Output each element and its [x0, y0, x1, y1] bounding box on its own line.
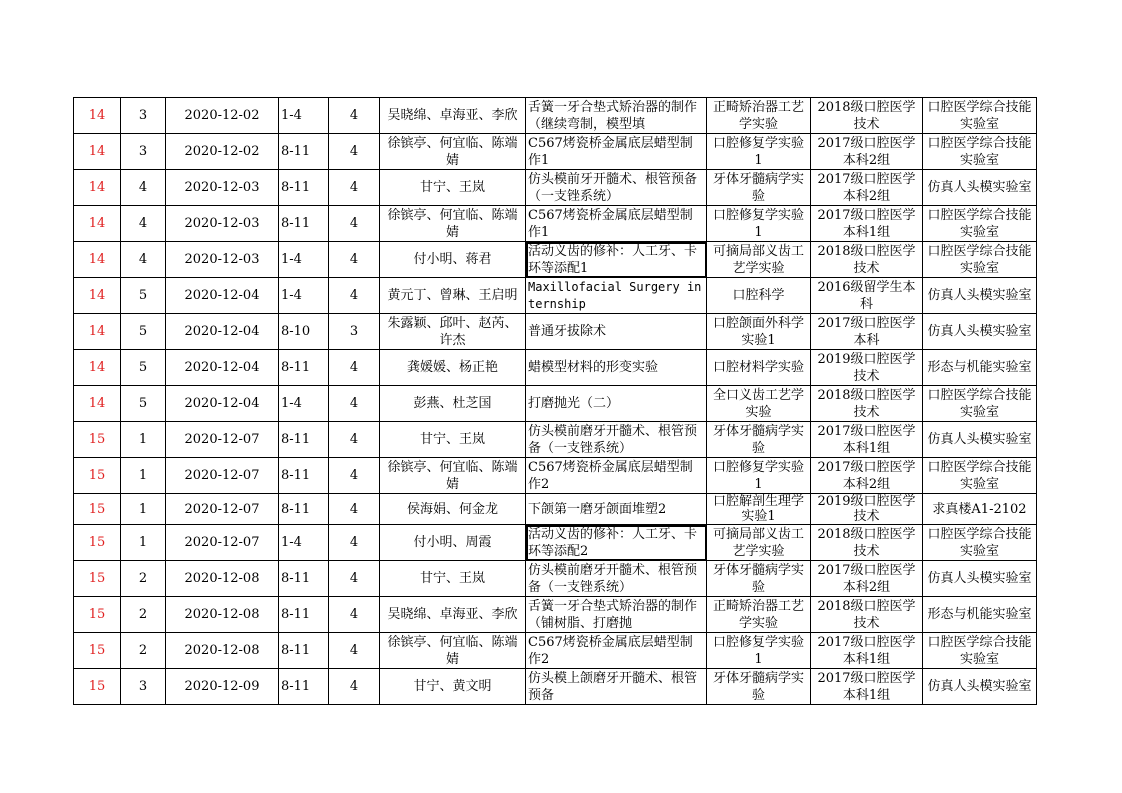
class-cell-text: 2017级口腔医学本科1组 — [817, 423, 916, 456]
teachers-cell — [380, 633, 526, 669]
class-cell — [811, 134, 923, 170]
teachers-cell-text: 黄元丁、曾琳、王启明 — [387, 288, 518, 303]
hours-cell: 4 — [329, 525, 380, 561]
teachers-cell — [380, 350, 526, 386]
content-cell — [526, 98, 707, 134]
teachers-cell — [380, 242, 526, 278]
hours-cell: 4 — [329, 597, 380, 633]
date-cell: 2020-12-03 — [166, 206, 279, 242]
teachers-cell — [380, 422, 526, 458]
course-cell-text: 全口义齿工艺学实验 — [712, 387, 804, 420]
weekday-cell: 5 — [121, 314, 166, 350]
content-cell — [526, 669, 707, 705]
hours-cell: 4 — [329, 386, 380, 422]
teachers-cell-text: 朱露颖、邱叶、赵芮、许杰 — [387, 315, 518, 348]
content-cell-text: C567烤瓷桥金属底层蜡型制作1 — [528, 135, 693, 168]
date-cell: 2020-12-07 — [166, 525, 279, 561]
course-cell — [707, 597, 811, 633]
course-cell — [707, 633, 811, 669]
class-cell-text: 2017级口腔医学本科2组 — [817, 135, 916, 168]
content-cell — [526, 206, 707, 242]
class-cell-text: 2017级口腔医学本科2组 — [817, 562, 916, 595]
teachers-cell-text: 付小明、蒋君 — [413, 252, 492, 267]
content-cell — [526, 633, 707, 669]
class-cell-text: 2019级口腔医学技术 — [817, 351, 916, 384]
course-cell — [707, 386, 811, 422]
room-cell — [923, 597, 1037, 633]
week-cell: 15 — [74, 633, 121, 669]
room-cell-text: 口腔医学综合技能实验室 — [927, 526, 1032, 559]
course-cell — [707, 314, 811, 350]
weekday-cell: 5 — [121, 386, 166, 422]
room-cell-text: 求真楼A1-2102 — [932, 501, 1027, 517]
course-cell-text: 口腔修复学实验1 — [712, 634, 804, 667]
table-row — [74, 597, 1037, 633]
table-row — [74, 170, 1037, 206]
hours-cell: 4 — [329, 494, 380, 525]
period-cell: 8-11 — [279, 633, 329, 669]
content-cell-text: 活动义齿的修补：人工牙、卡环等添配2 — [528, 526, 698, 559]
period-cell: 1-4 — [279, 386, 329, 422]
table-row — [74, 206, 1037, 242]
week-cell: 14 — [74, 170, 121, 206]
table-row — [74, 633, 1037, 669]
room-cell-text: 口腔医学综合技能实验室 — [927, 243, 1032, 276]
course-cell — [707, 494, 811, 525]
class-cell-text: 2016级留学生本科 — [817, 279, 916, 312]
teachers-cell-text: 吴晓绵、卓海亚、李欣 — [387, 108, 518, 123]
content-cell — [526, 134, 707, 170]
course-cell — [707, 525, 811, 561]
hours-cell: 4 — [329, 561, 380, 597]
course-cell-text: 口腔科学 — [732, 288, 785, 303]
course-cell-text: 正畸矫治器工艺学实验 — [712, 99, 804, 132]
table-row — [74, 314, 1037, 350]
content-cell — [526, 561, 707, 597]
hours-cell: 4 — [329, 134, 380, 170]
room-cell-text: 仿真人头模实验室 — [927, 571, 1032, 586]
weekday-cell: 4 — [121, 206, 166, 242]
class-cell-text: 2017级口腔医学本科 — [817, 315, 916, 348]
week-cell: 14 — [74, 278, 121, 314]
date-cell: 2020-12-08 — [166, 633, 279, 669]
table-row — [74, 525, 1037, 561]
course-cell-text: 牙体牙髓病学实验 — [712, 562, 804, 595]
teachers-cell — [380, 278, 526, 314]
class-cell — [811, 494, 923, 525]
weekday-cell: 1 — [121, 458, 166, 494]
room-cell — [923, 386, 1037, 422]
weekday-cell: 1 — [121, 494, 166, 525]
table-row — [74, 422, 1037, 458]
teachers-cell-text: 甘宁、王岚 — [419, 432, 485, 447]
week-cell: 14 — [74, 386, 121, 422]
hours-cell: 4 — [329, 422, 380, 458]
weekday-cell: 2 — [121, 633, 166, 669]
teachers-cell-text: 彭燕、杜芝国 — [413, 396, 492, 411]
room-cell — [923, 561, 1037, 597]
room-cell — [923, 278, 1037, 314]
course-cell-text: 牙体牙髓病学实验 — [712, 423, 804, 456]
course-cell — [707, 134, 811, 170]
content-cell-text: C567烤瓷桥金属底层蜡型制作2 — [528, 459, 693, 492]
course-cell — [707, 98, 811, 134]
course-cell-text: 口腔材料学实验 — [712, 360, 804, 375]
class-cell — [811, 525, 923, 561]
date-cell: 2020-12-04 — [166, 386, 279, 422]
content-cell — [526, 386, 707, 422]
teachers-cell-text: 甘宁、王岚 — [419, 571, 485, 586]
table-row — [74, 669, 1037, 705]
date-cell: 2020-12-04 — [166, 314, 279, 350]
teachers-cell-text: 龚媛媛、杨正艳 — [406, 360, 498, 375]
content-cell — [526, 350, 707, 386]
course-cell — [707, 350, 811, 386]
period-cell: 8-11 — [279, 561, 329, 597]
teachers-cell — [380, 98, 526, 134]
period-cell: 1-4 — [279, 278, 329, 314]
teachers-cell-text: 徐镔亭、何宜临、陈端婧 — [387, 459, 518, 492]
room-cell-text: 口腔医学综合技能实验室 — [927, 459, 1032, 492]
teachers-cell-text: 付小明、周霞 — [413, 535, 492, 550]
weekday-cell: 1 — [121, 525, 166, 561]
room-cell — [923, 314, 1037, 350]
room-cell-text: 口腔医学综合技能实验室 — [927, 634, 1032, 667]
week-cell: 15 — [74, 458, 121, 494]
class-cell-text: 2017级口腔医学本科1组 — [817, 634, 916, 667]
hours-cell: 4 — [329, 170, 380, 206]
weekday-cell: 3 — [121, 669, 166, 705]
content-cell-text: 仿头模上颌磨牙开髓术、根管预备 — [528, 670, 698, 703]
date-cell: 2020-12-08 — [166, 561, 279, 597]
date-cell: 2020-12-08 — [166, 597, 279, 633]
period-cell: 8-11 — [279, 134, 329, 170]
hours-cell: 4 — [329, 458, 380, 494]
room-cell-text: 口腔医学综合技能实验室 — [927, 387, 1032, 420]
room-cell-text: 口腔医学综合技能实验室 — [927, 135, 1032, 168]
teachers-cell — [380, 458, 526, 494]
content-cell — [526, 170, 707, 206]
class-cell — [811, 386, 923, 422]
course-cell — [707, 206, 811, 242]
class-cell — [811, 669, 923, 705]
date-cell: 2020-12-07 — [166, 494, 279, 525]
room-cell — [923, 98, 1037, 134]
period-cell: 8-11 — [279, 350, 329, 386]
table-row — [74, 98, 1037, 134]
room-cell-text: 仿真人头模实验室 — [927, 180, 1032, 195]
teachers-cell-text: 甘宁、黄文明 — [413, 679, 492, 694]
period-cell: 8-11 — [279, 422, 329, 458]
course-cell — [707, 669, 811, 705]
weekday-cell: 2 — [121, 597, 166, 633]
room-cell-text: 口腔医学综合技能实验室 — [927, 99, 1032, 132]
course-cell-text: 口腔修复学实验1 — [712, 207, 804, 240]
class-cell-text: 2019级口腔医学技术 — [817, 494, 916, 524]
course-cell-text: 口腔颌面外科学实验1 — [712, 315, 804, 348]
course-cell-text: 牙体牙髓病学实验 — [712, 171, 804, 204]
content-cell-text: 活动义齿的修补：人工牙、卡环等添配1 — [528, 243, 698, 276]
date-cell: 2020-12-04 — [166, 350, 279, 386]
room-cell — [923, 633, 1037, 669]
hours-cell: 4 — [329, 206, 380, 242]
room-cell — [923, 669, 1037, 705]
class-cell-text: 2018级口腔医学技术 — [817, 598, 916, 631]
teachers-cell — [380, 597, 526, 633]
content-cell-text: 仿头模前磨牙开髓术、根管预备（一支锉系统） — [528, 423, 698, 456]
teachers-cell — [380, 561, 526, 597]
hours-cell: 4 — [329, 98, 380, 134]
hours-cell: 4 — [329, 278, 380, 314]
teachers-cell-text: 侯海娟、何金龙 — [406, 501, 498, 517]
week-cell: 14 — [74, 314, 121, 350]
weekday-cell: 5 — [121, 350, 166, 386]
content-cell — [526, 494, 707, 525]
room-cell-text: 仿真人头模实验室 — [927, 679, 1032, 694]
class-cell-text: 2017级口腔医学本科2组 — [817, 171, 916, 204]
table-row — [74, 458, 1037, 494]
class-cell-text: 2017级口腔医学本科1组 — [817, 207, 916, 240]
date-cell: 2020-12-07 — [166, 422, 279, 458]
class-cell — [811, 206, 923, 242]
content-cell — [526, 278, 707, 314]
course-cell-text: 可摘局部义齿工艺学实验 — [712, 243, 804, 276]
period-cell: 8-11 — [279, 669, 329, 705]
period-cell: 1-4 — [279, 98, 329, 134]
period-cell: 8-11 — [279, 597, 329, 633]
table-row — [74, 386, 1037, 422]
course-cell — [707, 561, 811, 597]
course-cell — [707, 242, 811, 278]
teachers-cell — [380, 134, 526, 170]
week-cell: 15 — [74, 669, 121, 705]
period-cell: 8-10 — [279, 314, 329, 350]
week-cell: 15 — [74, 597, 121, 633]
content-cell-text: 仿头模前牙开髓术、根管预备（一支锉系统） — [528, 171, 698, 204]
room-cell — [923, 494, 1037, 525]
content-cell-text: C567烤瓷桥金属底层蜡型制作1 — [528, 207, 693, 240]
teachers-cell — [380, 494, 526, 525]
table-row — [74, 350, 1037, 386]
period-cell: 8-11 — [279, 170, 329, 206]
course-cell-text: 口腔解剖生理学实验1 — [712, 494, 804, 524]
room-cell — [923, 525, 1037, 561]
content-cell-text: C567烤瓷桥金属底层蜡型制作2 — [528, 634, 693, 667]
period-cell: 8-11 — [279, 494, 329, 525]
course-cell-text: 口腔修复学实验1 — [712, 459, 804, 492]
content-cell — [526, 525, 707, 561]
weekday-cell: 4 — [121, 170, 166, 206]
hours-cell: 3 — [329, 314, 380, 350]
period-cell: 8-11 — [279, 458, 329, 494]
room-cell — [923, 170, 1037, 206]
content-cell — [526, 314, 707, 350]
table-row — [74, 494, 1037, 525]
class-cell — [811, 597, 923, 633]
weekday-cell: 3 — [121, 98, 166, 134]
content-cell — [526, 422, 707, 458]
date-cell: 2020-12-03 — [166, 242, 279, 278]
weekday-cell: 1 — [121, 422, 166, 458]
weekday-cell: 4 — [121, 242, 166, 278]
content-cell — [526, 242, 707, 278]
weekday-cell: 5 — [121, 278, 166, 314]
class-cell — [811, 98, 923, 134]
hours-cell: 4 — [329, 242, 380, 278]
teachers-cell — [380, 386, 526, 422]
class-cell-text: 2018级口腔医学技术 — [817, 526, 916, 559]
course-cell-text: 牙体牙髓病学实验 — [712, 670, 804, 703]
week-cell: 15 — [74, 561, 121, 597]
week-cell: 14 — [74, 134, 121, 170]
date-cell: 2020-12-07 — [166, 458, 279, 494]
table-row — [74, 561, 1037, 597]
schedule-table — [73, 97, 1037, 705]
table-row — [74, 242, 1037, 278]
weekday-cell: 3 — [121, 134, 166, 170]
class-cell — [811, 242, 923, 278]
room-cell — [923, 422, 1037, 458]
class-cell-text: 2018级口腔医学技术 — [817, 99, 916, 132]
week-cell: 15 — [74, 494, 121, 525]
course-cell — [707, 278, 811, 314]
room-cell-text: 仿真人头模实验室 — [927, 324, 1032, 339]
course-cell — [707, 422, 811, 458]
period-cell: 8-11 — [279, 206, 329, 242]
class-cell — [811, 170, 923, 206]
teachers-cell-text: 徐镔亭、何宜临、陈端婧 — [387, 135, 518, 168]
room-cell — [923, 134, 1037, 170]
content-cell — [526, 597, 707, 633]
content-cell-text: 仿头模前磨牙开髓术、根管预备（一支锉系统） — [528, 562, 698, 595]
date-cell: 2020-12-09 — [166, 669, 279, 705]
class-cell-text: 2018级口腔医学技术 — [817, 387, 916, 420]
course-cell-text: 正畸矫治器工艺学实验 — [712, 598, 804, 631]
course-cell-text: 口腔修复学实验1 — [712, 135, 804, 168]
date-cell: 2020-12-02 — [166, 134, 279, 170]
table-row — [74, 134, 1037, 170]
content-cell-text: 普通牙拔除术 — [528, 324, 607, 339]
teachers-cell-text: 徐镔亭、何宜临、陈端婧 — [387, 634, 518, 667]
room-cell-text: 仿真人头模实验室 — [927, 432, 1032, 447]
class-cell — [811, 278, 923, 314]
course-cell-text: 可摘局部义齿工艺学实验 — [712, 526, 804, 559]
teachers-cell — [380, 669, 526, 705]
week-cell: 14 — [74, 350, 121, 386]
week-cell: 14 — [74, 98, 121, 134]
teachers-cell — [380, 525, 526, 561]
period-cell: 1-4 — [279, 242, 329, 278]
course-cell — [707, 170, 811, 206]
table-row — [74, 278, 1037, 314]
week-cell: 14 — [74, 242, 121, 278]
course-cell — [707, 458, 811, 494]
week-cell: 15 — [74, 422, 121, 458]
teachers-cell — [380, 206, 526, 242]
teachers-cell-text: 吴晓绵、卓海亚、李欣 — [387, 607, 518, 622]
content-cell-text: 舌簧一牙合垫式矫治器的制作（继续弯制，模型填 — [528, 99, 698, 132]
week-cell: 14 — [74, 206, 121, 242]
content-cell-text: 下颌第一磨牙颌面堆塑2 — [528, 501, 667, 517]
date-cell: 2020-12-04 — [166, 278, 279, 314]
class-cell — [811, 458, 923, 494]
class-cell — [811, 561, 923, 597]
room-cell-text: 形态与机能实验室 — [927, 360, 1032, 375]
room-cell — [923, 350, 1037, 386]
room-cell — [923, 206, 1037, 242]
class-cell — [811, 422, 923, 458]
date-cell: 2020-12-03 — [166, 170, 279, 206]
class-cell — [811, 314, 923, 350]
teachers-cell — [380, 170, 526, 206]
room-cell — [923, 242, 1037, 278]
date-cell: 2020-12-02 — [166, 98, 279, 134]
class-cell-text: 2017级口腔医学本科1组 — [817, 670, 916, 703]
hours-cell: 4 — [329, 669, 380, 705]
teachers-cell — [380, 314, 526, 350]
class-cell-text: 2018级口腔医学技术 — [817, 243, 916, 276]
teachers-cell-text: 徐镔亭、何宜临、陈端婧 — [387, 207, 518, 240]
content-cell-text: 舌簧一牙合垫式矫治器的制作（铺树脂、打磨抛 — [528, 598, 698, 631]
period-cell: 1-4 — [279, 525, 329, 561]
content-cell-text: 蜡模型材料的形变实验 — [528, 360, 659, 375]
room-cell — [923, 458, 1037, 494]
teachers-cell-text: 甘宁、王岚 — [419, 180, 485, 195]
class-cell — [811, 350, 923, 386]
week-cell: 15 — [74, 525, 121, 561]
class-cell — [811, 633, 923, 669]
hours-cell: 4 — [329, 350, 380, 386]
content-cell — [526, 458, 707, 494]
weekday-cell: 2 — [121, 561, 166, 597]
class-cell-text: 2017级口腔医学本科2组 — [817, 459, 916, 492]
content-cell-text: Maxillofacial Surgery internship — [528, 279, 702, 311]
hours-cell: 4 — [329, 633, 380, 669]
content-cell-text: 打磨抛光（二） — [528, 396, 620, 411]
room-cell-text: 仿真人头模实验室 — [927, 288, 1032, 303]
room-cell-text: 形态与机能实验室 — [927, 607, 1032, 622]
room-cell-text: 口腔医学综合技能实验室 — [927, 207, 1032, 240]
